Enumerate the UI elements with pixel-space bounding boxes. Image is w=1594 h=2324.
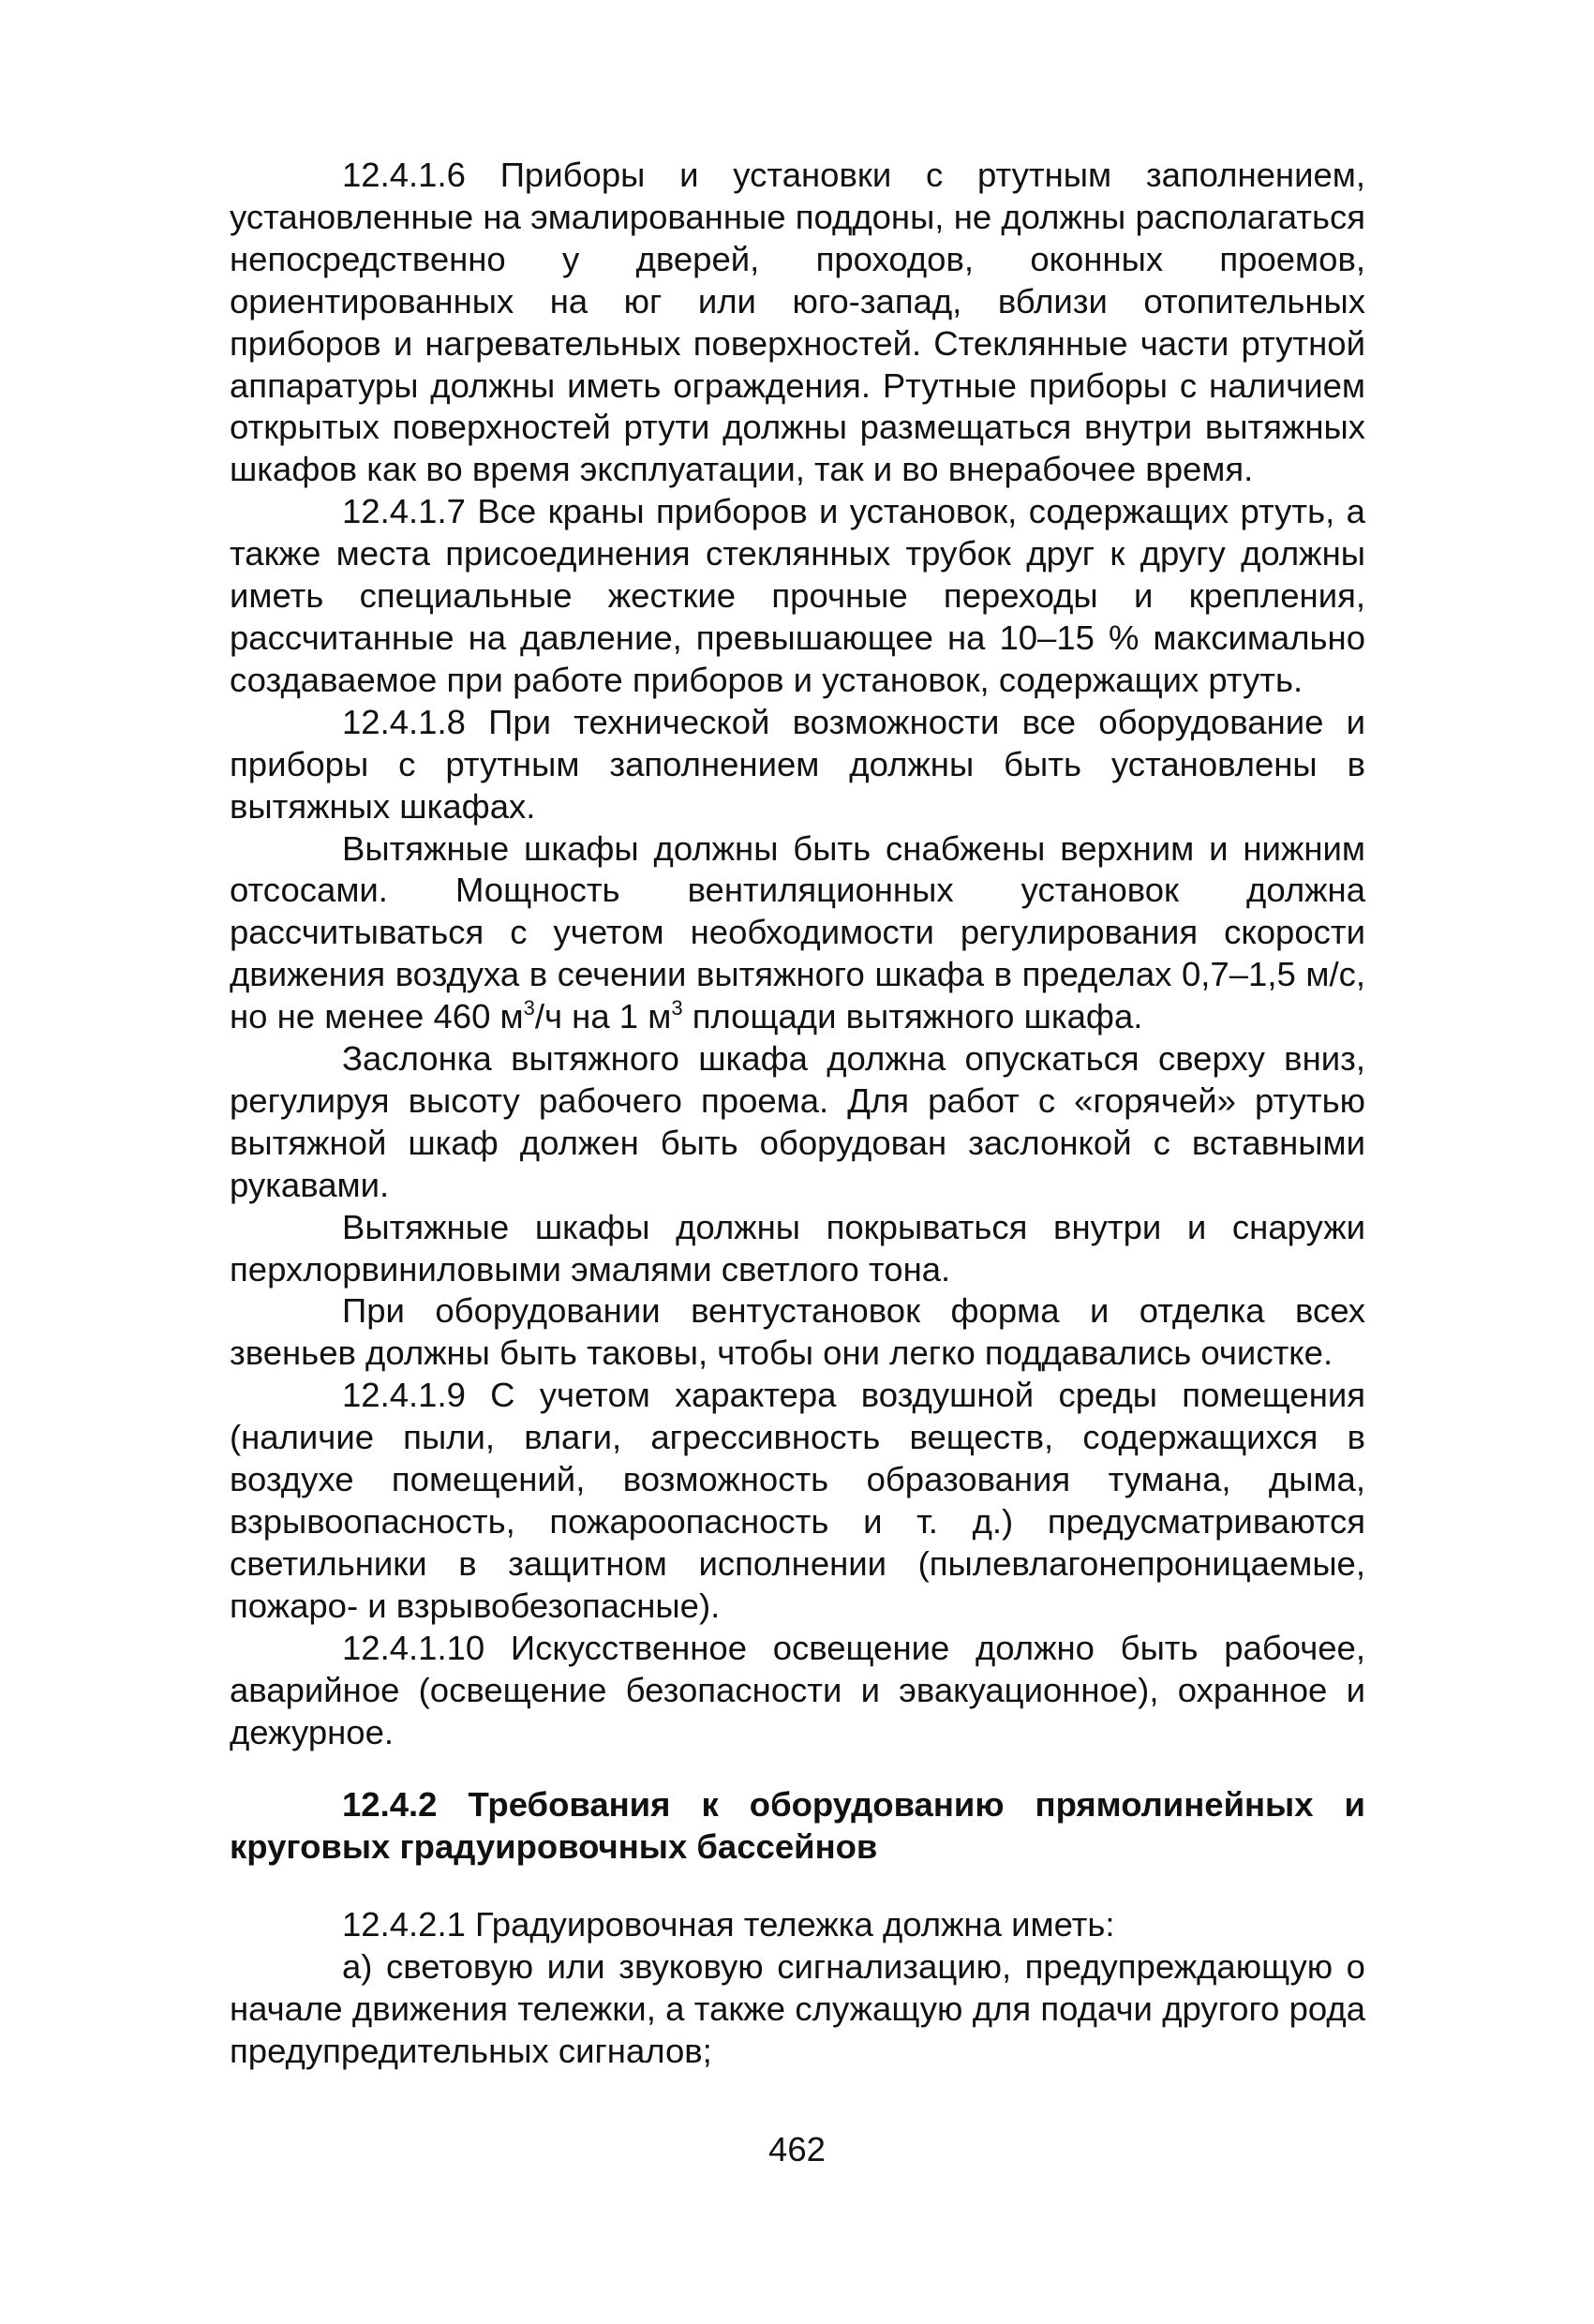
paragraph-fume-hood-ventilation bbox=[230, 828, 1365, 1039]
cubic-superscript-2: 3 bbox=[671, 996, 683, 1020]
ventilation-text-part-1: Вытяжные шкафы должны быть снабжены верхним и нижним отсосами. Мощность вентиляционных установок должна рассчитываться с учетом необходимости регулирования скорости движения воздуха в сечении вытяжного шкафа в пределах 0,7–1,5 м/с, но не менее 460 м bbox=[230, 828, 1365, 1036]
ventilation-text-part-2: /ч на 1 м bbox=[534, 997, 672, 1036]
paragraph-fume-hood-damper: Заслонка вытяжного шкафа должна опускаться сверху вниз, регулируя высоту рабочего проема. Для работ с «горячей» ртутью вытяжной шкаф должен быть оборудован заслонкой с вставными рукавами. bbox=[230, 1039, 1365, 1204]
page-body bbox=[230, 155, 1365, 2073]
paragraph-12-4-1-7: 12.4.1.7 Все краны приборов и установок, содержащих ртуть, а также места присоединения стеклянных трубок друг к другу должны иметь специальные жесткие прочные переходы и крепления, рассчитанные на давление, превышающее на 10–15 % максимально создаваемое при работе приборов и установок, содержащих ртуть. bbox=[230, 492, 1365, 699]
paragraph-12-4-1-9: 12.4.1.9 С учетом характера воздушной среды помещения (наличие пыли, влаги, агрессивность веществ, содержащихся в воздухе помещений, возможность образования тумана, дыма, взрывоопасность, пожароопасность и т. д.) предусматриваются светильники в защитном исполнении (пылевлагонепроницаемые, пожаро- и взрывобезопасные). bbox=[230, 1376, 1365, 1625]
page-number: 462 bbox=[768, 2130, 826, 2168]
paragraph-12-4-1-10: 12.4.1.10 Искусственное освещение должно быть рабочее, аварийное (освещение безопасности и эвакуационное), охранное и дежурное. bbox=[230, 1628, 1365, 1751]
paragraph-vent-units: При оборудовании вентустановок форма и отделка всех звеньев должны быть таковы, чтобы они легко поддавались очистке. bbox=[230, 1291, 1365, 1373]
cubic-superscript-1: 3 bbox=[523, 996, 535, 1020]
spacer-after-heading bbox=[230, 1869, 1365, 1904]
section-heading-12-4-2: 12.4.2 Требования к оборудованию прямолинейных и круговых градуировочных бассейнов bbox=[230, 1785, 1365, 1867]
paragraph-12-4-1-6: 12.4.1.6 Приборы и установки с ртутным заполнением, установленные на эмалированные поддоны, не должны располагаться непосредственно у дверей, проходов, оконных проемов, ориентированных на юг или юго-запад, вблизи отопительных приборов и нагревательных поверхностей. Стеклянные части ртутной аппаратуры должны иметь ограждения. Ртутные приборы с наличием открытых поверхностей ртути должны размещаться внутри вытяжных шкафов как во время эксплуатации, так и во внерабочее время. bbox=[230, 156, 1365, 489]
paragraph-12-4-2-1: 12.4.2.1 Градуировочная тележка должна иметь: bbox=[342, 1905, 1115, 1944]
paragraph-12-4-1-8: 12.4.1.8 При технической возможности все оборудование и приборы с ртутным заполнением должны быть установлены в вытяжных шкафах. bbox=[230, 702, 1365, 826]
ventilation-text-part-3: площади вытяжного шкафа. bbox=[682, 997, 1143, 1036]
paragraph-fume-hood-coating: Вытяжные шкафы должны покрываться внутри и снаружи перхлорвиниловыми эмалями светлого тона. bbox=[230, 1207, 1365, 1289]
list-item-a: а) световую или звуковую сигнализацию, предупреждающую о начале движения тележки, а также служащую для подачи другого рода предупредительных сигналов; bbox=[230, 1947, 1365, 2070]
spacer-before-heading bbox=[230, 1753, 1365, 1784]
